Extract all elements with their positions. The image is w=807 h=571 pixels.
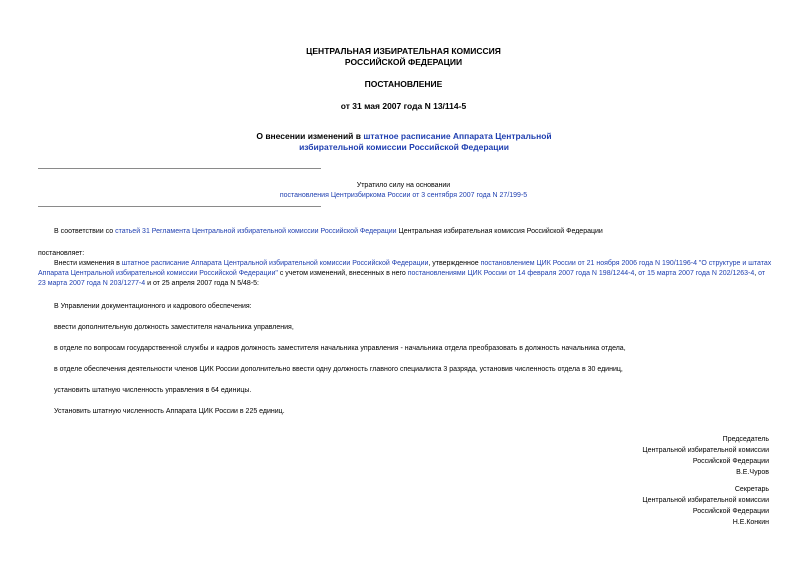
paragraph-amendments [38, 259, 772, 289]
paragraph-resolves: постановляет: [38, 250, 85, 257]
paragraph-department: В Управлении документационного и кадрового обеспечения: [54, 303, 252, 310]
title-link[interactable]: штатное расписание Аппарата Центральной избирательной комиссии Российской Федерации [299, 131, 552, 152]
secretary-org2: Российской Федерации [692, 507, 769, 515]
staff-schedule-link[interactable]: штатное расписание Аппарата Центральной избирательной комиссии Российской Федерации [121, 260, 429, 267]
doc-title [248, 131, 560, 152]
document-header [0, 46, 807, 67]
paragraph-basis [38, 227, 772, 237]
chair-name: В.Е.Чуров [736, 468, 769, 476]
divider-bottom [38, 206, 321, 207]
secretary-role: Секретарь [734, 486, 769, 493]
doc-date: от 31 мая 2007 года N 13/114-5 [340, 101, 467, 111]
paragraph-item-1: ввести дополнительную должность заместителя начальника управления, [54, 324, 294, 331]
chair-role: Председатель [722, 436, 769, 443]
secretary-org1: Центральной избирательной комиссии [642, 496, 769, 504]
paragraph-total: Установить штатную численность Аппарата ЦИК России в 225 единиц. [54, 408, 285, 415]
chair-org2: Российской Федерации [692, 457, 769, 465]
secretary-name: Н.Е.Конкин [732, 518, 769, 526]
resolution-203-link[interactable]: от 23 марта 2007 года N 203/1277-4 [38, 270, 766, 288]
signature-secretary [642, 485, 769, 528]
regulation-link[interactable]: статьей 31 Регламента Центральной избирательной комиссии Российской Федерации [115, 228, 397, 235]
status-notice [200, 181, 607, 201]
paragraph-item-2: в отделе по вопросам государственной службы и кадров должность заместителя начальника управления - начальника отдела преобразовать в должность начальника отдела, [54, 345, 626, 352]
signature-chair [642, 435, 769, 478]
resolution-202-link[interactable]: от 15 марта 2007 года N 202/1263-4 [638, 270, 755, 278]
amend-text-e: , [754, 270, 759, 278]
org-name-line2: РОССИЙСКОЙ ФЕДЕРАЦИИ [344, 56, 463, 67]
amend-text-d: , [634, 270, 639, 278]
basis-prefix: В соответствии со [54, 228, 116, 235]
basis-suffix: Центральная избирательная комиссия Российской Федерации [396, 228, 603, 235]
amend-text-b: , утвержденное [428, 260, 481, 267]
resolution-198-link[interactable]: постановлениями ЦИК России от 14 февраля 2007 года N 198/1244-4 [407, 270, 635, 278]
paragraph-item-4: установить штатную численность управления в 64 единицы. [54, 387, 252, 394]
resolution-190-link[interactable]: постановлением ЦИК России от 21 ноября 2006 года N 190/1196-4 "О структуре и штатах Аппарата Центральной избирательной комиссии Российской Федерации" [38, 260, 772, 278]
status-link[interactable]: постановления Центризбиркома России от 3 сентября 2007 года N 27/199-5 [279, 192, 528, 200]
status-label: Утратило силу на основании [356, 182, 451, 189]
amend-text-a: Внести изменения в [54, 260, 122, 267]
doc-title-text: О внесении изменений в [256, 131, 364, 141]
doc-type: ПОСТАНОВЛЕНИЕ [364, 79, 443, 89]
divider-top [38, 168, 321, 169]
org-name-line1: ЦЕНТРАЛЬНАЯ ИЗБИРАТЕЛЬНАЯ КОМИССИЯ [306, 46, 501, 56]
amend-text-f: и от 25 апреля 2007 года N 5/48-5: [145, 280, 259, 288]
paragraph-item-3: в отделе обеспечения деятельности членов ЦИК России дополнительно ввести одну должность главного специалиста 3 разряда, установив численность отдела в 30 единиц, [54, 366, 623, 373]
amend-text-c: с учетом изменений, внесенных в него [277, 270, 408, 278]
chair-org1: Центральной избирательной комиссии [642, 446, 769, 454]
